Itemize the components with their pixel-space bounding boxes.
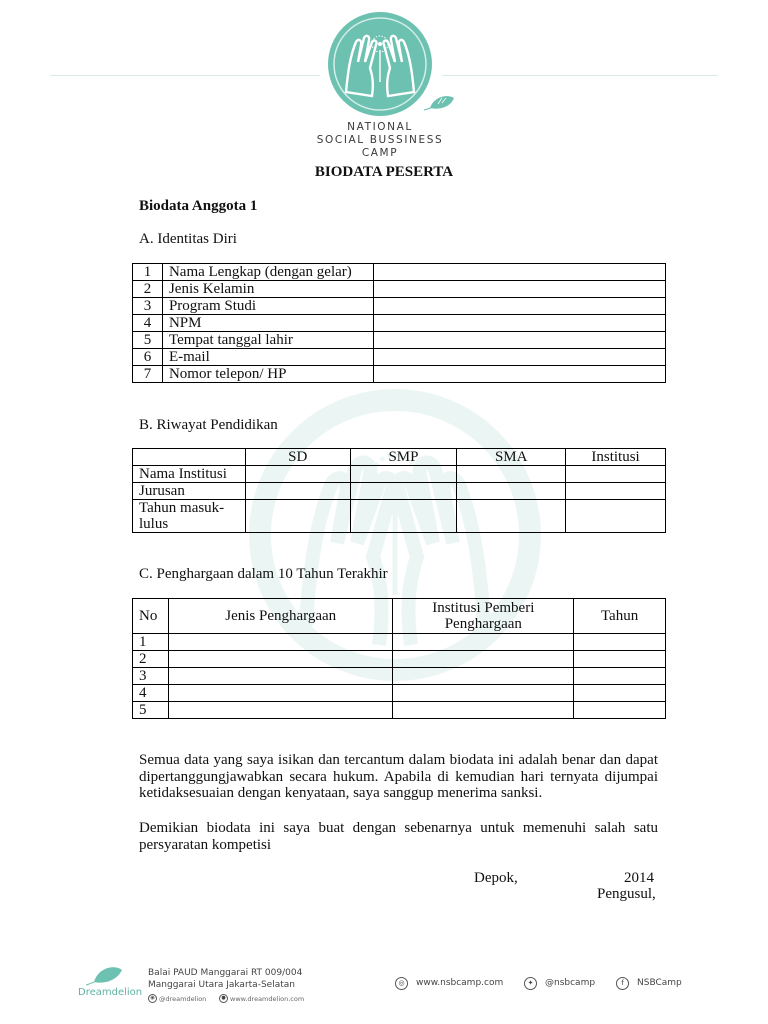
input-cell[interactable] xyxy=(457,500,566,533)
awards-table xyxy=(132,598,666,719)
header-rule-left xyxy=(50,75,320,76)
row-label: Nama Institusi xyxy=(133,466,246,483)
row-number: 3 xyxy=(133,298,163,315)
globe-icon: ◎ xyxy=(395,977,408,990)
input-cell[interactable] xyxy=(574,685,666,702)
section-a-heading: A. Identitas Diri xyxy=(139,231,237,247)
empty-header-cell xyxy=(133,449,246,466)
education-row xyxy=(133,483,666,500)
row-label: Jurusan xyxy=(133,483,246,500)
row-number: 6 xyxy=(133,349,163,366)
input-cell[interactable] xyxy=(350,483,457,500)
input-cell[interactable] xyxy=(457,466,566,483)
input-cell[interactable] xyxy=(373,264,665,281)
row-number: 2 xyxy=(133,281,163,298)
document-title: BIODATA PESERTA xyxy=(314,164,454,180)
input-cell[interactable] xyxy=(393,651,574,668)
identity-row xyxy=(133,298,666,315)
partner-address-line-1: Balai PAUD Manggarai RT 009/004 xyxy=(148,968,303,978)
column-header: SMP xyxy=(350,449,457,466)
twitter-icon: ✦ xyxy=(524,977,537,990)
input-cell[interactable] xyxy=(168,668,393,685)
twitter-handle[interactable]: @nsbcamp xyxy=(545,978,596,988)
row-number: 4 xyxy=(133,315,163,332)
identity-row xyxy=(133,281,666,298)
row-label: Jenis Kelamin xyxy=(162,281,373,298)
input-cell[interactable] xyxy=(245,483,350,500)
instagram-icon: ◉ xyxy=(148,994,157,1003)
facebook-page[interactable]: NSBCamp xyxy=(637,978,682,988)
org-name-line-1: NATIONAL xyxy=(347,121,413,133)
input-cell[interactable] xyxy=(457,483,566,500)
partner-social[interactable]: @dreamdelion xyxy=(159,995,207,1003)
input-cell[interactable] xyxy=(373,298,665,315)
section-b-heading: B. Riwayat Pendidikan xyxy=(139,417,278,433)
education-header-row xyxy=(133,449,666,466)
row-label: Tempat tanggal lahir xyxy=(162,332,373,349)
section-c-heading: C. Penghargaan dalam 10 Tahun Terakhir xyxy=(139,566,388,582)
row-number: 7 xyxy=(133,366,163,383)
input-cell[interactable] xyxy=(393,668,574,685)
column-header: Institusi xyxy=(566,449,666,466)
identity-table xyxy=(132,263,666,383)
awards-row xyxy=(133,685,666,702)
website-link[interactable]: www.nsbcamp.com xyxy=(416,978,504,988)
row-number: 1 xyxy=(133,264,163,281)
input-cell[interactable] xyxy=(350,500,457,533)
education-row xyxy=(133,500,666,533)
leaf-icon xyxy=(424,92,456,117)
input-cell[interactable] xyxy=(393,634,574,651)
nsbc-logo-icon xyxy=(328,12,432,116)
org-name-line-3: CAMP xyxy=(361,147,399,159)
input-cell[interactable] xyxy=(574,651,666,668)
input-cell[interactable] xyxy=(245,466,350,483)
input-cell[interactable] xyxy=(566,500,666,533)
column-header: No xyxy=(133,599,169,634)
partner-website[interactable]: www.dreamdelion.com xyxy=(230,995,305,1003)
input-cell[interactable] xyxy=(350,466,457,483)
column-header xyxy=(393,599,574,634)
identity-row xyxy=(133,366,666,383)
awards-row xyxy=(133,702,666,719)
input-cell[interactable] xyxy=(393,685,574,702)
column-header-line-2: Penghargaan xyxy=(444,616,522,632)
row-number: 5 xyxy=(133,332,163,349)
column-header: SD xyxy=(245,449,350,466)
identity-row xyxy=(133,264,666,281)
org-name-line-2: SOCIAL BUSSINESS xyxy=(316,134,444,146)
row-label xyxy=(133,500,246,533)
row-number: 1 xyxy=(133,634,169,651)
awards-row xyxy=(133,634,666,651)
identity-row xyxy=(133,349,666,366)
row-label-line-2: lulus xyxy=(139,516,169,532)
signature-place: Depok, xyxy=(474,870,518,886)
input-cell[interactable] xyxy=(373,332,665,349)
row-label: Program Studi xyxy=(162,298,373,315)
identity-row xyxy=(133,315,666,332)
row-number: 3 xyxy=(133,668,169,685)
identity-row xyxy=(133,332,666,349)
row-number: 5 xyxy=(133,702,169,719)
row-label: Nomor telepon/ HP xyxy=(162,366,373,383)
footer xyxy=(0,960,768,1010)
input-cell[interactable] xyxy=(566,466,666,483)
education-row xyxy=(133,466,666,483)
input-cell[interactable] xyxy=(574,702,666,719)
column-header-line-1: Institusi Pemberi xyxy=(432,600,535,616)
input-cell[interactable] xyxy=(168,702,393,719)
partner-name: Dreamdelion xyxy=(78,987,143,998)
column-header: SMA xyxy=(457,449,566,466)
row-label: Nama Lengkap (dengan gelar) xyxy=(162,264,373,281)
input-cell[interactable] xyxy=(373,281,665,298)
row-label-line-1: Tahun masuk- xyxy=(139,500,225,516)
row-number: 4 xyxy=(133,685,169,702)
column-header: Jenis Penghargaan xyxy=(168,599,393,634)
input-cell[interactable] xyxy=(566,483,666,500)
input-cell[interactable] xyxy=(574,668,666,685)
education-table xyxy=(132,448,666,533)
statement-paragraph-1: Semua data yang saya isikan dan tercantum dalam biodata ini adalah benar dan dapat dipertanggungjawabkan secara hukum. Apabila di kemudian hari ternyata dijumpai ketidaksesuaian dengan kenyataan, saya sanggup menerima sanksi. xyxy=(139,752,658,801)
signature-role: Pengusul, xyxy=(597,886,656,902)
partner-address-line-2: Manggarai Utara Jakarta-Selatan xyxy=(148,980,295,990)
awards-row xyxy=(133,651,666,668)
input-cell[interactable] xyxy=(574,634,666,651)
globe-icon: ● xyxy=(219,994,228,1003)
input-cell[interactable] xyxy=(373,366,665,383)
input-cell[interactable] xyxy=(245,500,350,533)
input-cell[interactable] xyxy=(393,702,574,719)
input-cell[interactable] xyxy=(373,349,665,366)
input-cell[interactable] xyxy=(168,685,393,702)
member-heading: Biodata Anggota 1 xyxy=(139,198,258,214)
row-label: NPM xyxy=(162,315,373,332)
input-cell[interactable] xyxy=(168,634,393,651)
header-rule-right xyxy=(442,75,718,76)
statement-paragraph-2: Demikian biodata ini saya buat dengan sebenarnya untuk memenuhi salah satu persyaratan kompetisi xyxy=(139,820,658,853)
awards-row xyxy=(133,668,666,685)
row-number: 2 xyxy=(133,651,169,668)
signature-year: 2014 xyxy=(624,870,654,886)
awards-header-row xyxy=(133,599,666,634)
row-label: E-mail xyxy=(162,349,373,366)
input-cell[interactable] xyxy=(168,651,393,668)
input-cell[interactable] xyxy=(373,315,665,332)
column-header: Tahun xyxy=(574,599,666,634)
facebook-icon: f xyxy=(616,977,629,990)
